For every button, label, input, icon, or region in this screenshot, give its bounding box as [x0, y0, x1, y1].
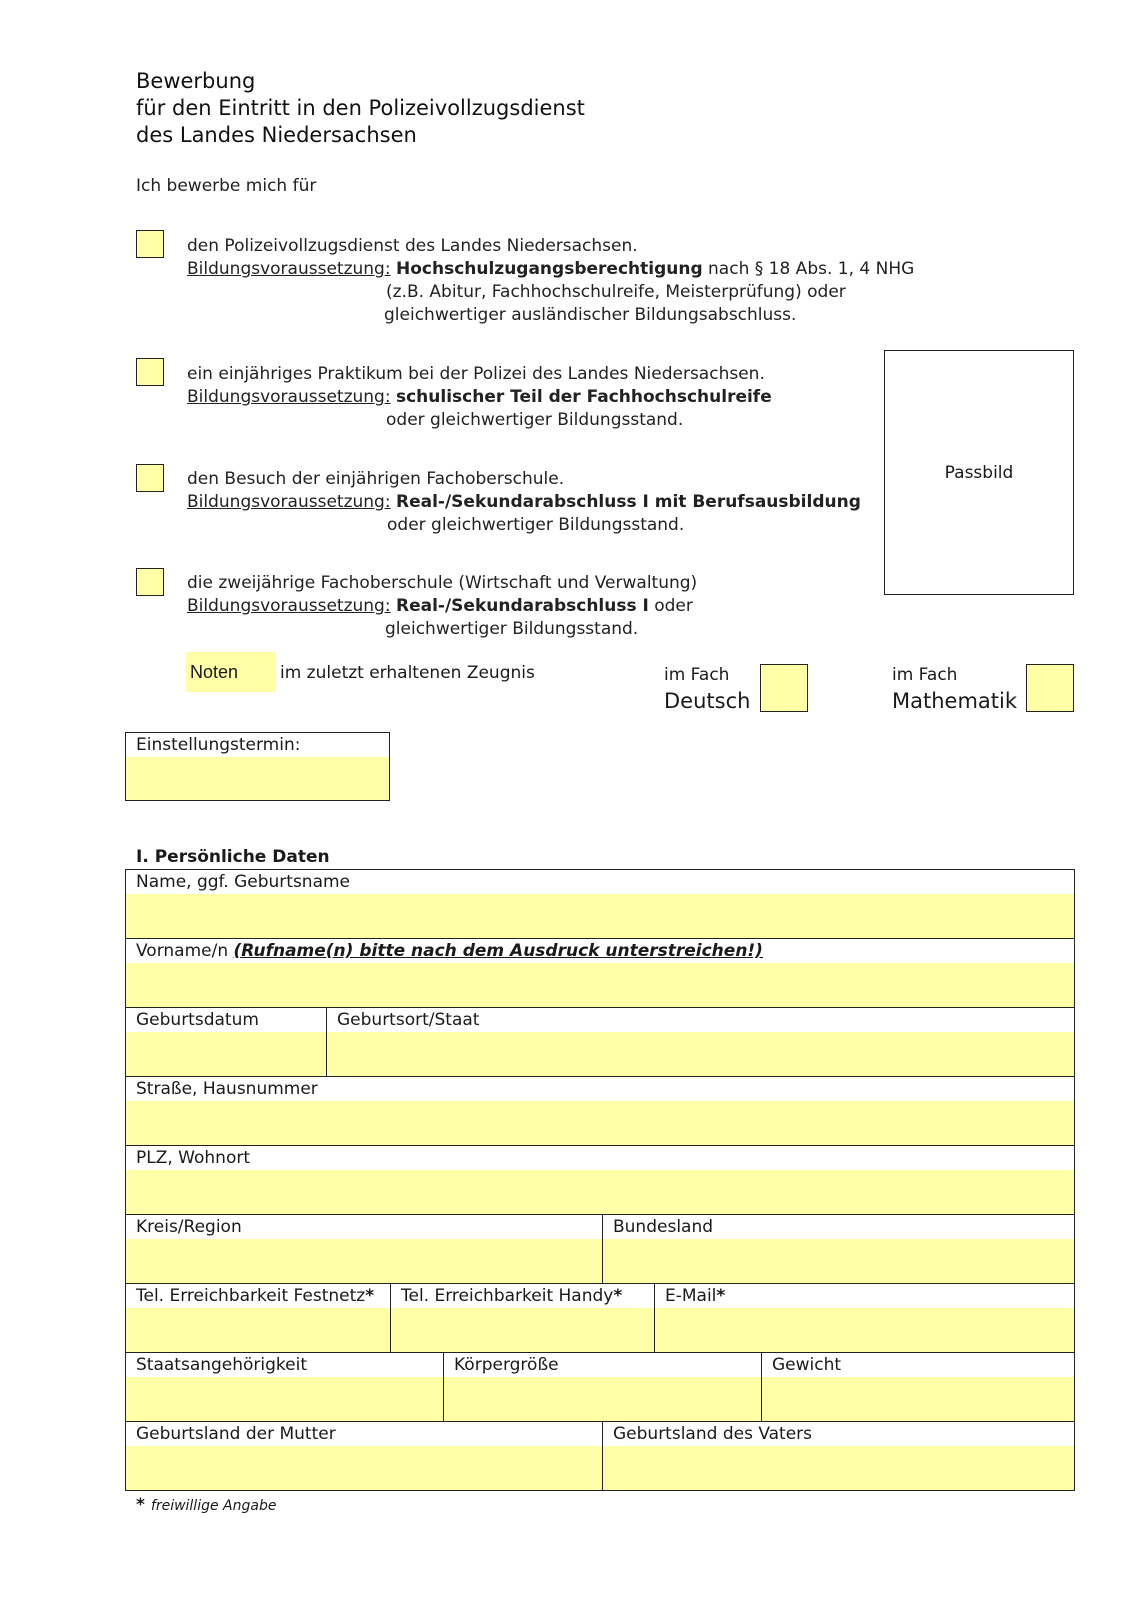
table-row	[126, 1215, 1074, 1284]
kreis-label: Kreis/Region	[136, 1217, 242, 1237]
bundesland-label: Bundesland	[613, 1217, 714, 1237]
festnetz-label	[136, 1286, 374, 1306]
checkbox-praktikum[interactable]	[136, 358, 164, 386]
table-row	[126, 870, 1074, 939]
geburtsdatum-cell	[126, 1008, 327, 1076]
grade-mathematik-input[interactable]	[1026, 664, 1074, 712]
passbild-box	[884, 350, 1074, 595]
title-line-1: Bewerbung	[136, 69, 256, 93]
plz-input[interactable]	[126, 1170, 1074, 1214]
vater-input[interactable]	[603, 1446, 1074, 1490]
vorname-text: Vorname/n	[136, 941, 234, 961]
passbild-label: Passbild	[944, 463, 1014, 483]
gewicht-label: Gewicht	[772, 1355, 842, 1375]
name-cell	[126, 870, 1074, 938]
option-text: den Besuch der einjährigen Fachoberschule.	[187, 469, 565, 489]
option-einjaehrige-fachoberschule	[187, 468, 861, 537]
handy-label	[401, 1286, 622, 1306]
requirement-label: Bildungsvoraussetzung:	[187, 492, 391, 512]
geburtsort-cell	[327, 1008, 1074, 1076]
option-polizeivollzugsdienst	[187, 235, 914, 327]
festnetz-cell	[126, 1284, 391, 1352]
noten-label: Noten	[186, 652, 276, 692]
bundesland-input[interactable]	[603, 1239, 1074, 1283]
einstellungstermin-input[interactable]	[126, 757, 389, 800]
footnote-text: freiwillige Angabe	[150, 1498, 277, 1514]
table-row	[126, 1353, 1074, 1422]
groesse-cell	[444, 1353, 762, 1421]
fach-prefix: im Fach	[892, 665, 958, 685]
fach-deutsch: Deutsch	[664, 689, 751, 713]
requirement-bold: Real-/Sekundarabschluss I	[395, 596, 649, 616]
option-zweijaehrige-fachoberschule	[187, 572, 697, 641]
requirement-bold: Hochschulzugangsberechtigung	[395, 259, 703, 279]
footnote-star: *	[136, 1495, 145, 1515]
einstellungstermin-label: Einstellungstermin:	[136, 735, 301, 755]
mutter-label: Geburtsland der Mutter	[136, 1424, 336, 1444]
plz-label: PLZ, Wohnort	[136, 1148, 250, 1168]
requirement-rest: nach § 18 Abs. 1, 4 NHG	[702, 259, 915, 279]
table-row	[126, 1422, 1074, 1490]
table-row	[126, 1284, 1074, 1353]
form-title	[136, 68, 585, 149]
handy-cell	[391, 1284, 655, 1352]
mutter-input[interactable]	[126, 1446, 602, 1490]
einstellungstermin-box	[125, 732, 390, 801]
requirement-label: Bildungsvoraussetzung:	[187, 596, 391, 616]
checkbox-zweijaehrige-fachoberschule[interactable]	[136, 568, 164, 596]
personal-data-table	[125, 869, 1075, 1491]
vater-cell	[603, 1422, 1074, 1490]
requirement-label: Bildungsvoraussetzung:	[187, 387, 391, 407]
optional-star: *	[716, 1286, 726, 1306]
fach-deutsch-label	[664, 662, 750, 714]
email-input[interactable]	[655, 1308, 1074, 1352]
checkbox-einjaehrige-fachoberschule[interactable]	[136, 464, 164, 492]
geburtsdatum-input[interactable]	[126, 1032, 326, 1076]
grade-deutsch-input[interactable]	[760, 664, 808, 712]
zeugnis-text: im zuletzt erhaltenen Zeugnis	[280, 663, 535, 683]
fach-prefix: im Fach	[664, 665, 730, 685]
mutter-cell	[126, 1422, 603, 1490]
option-text: den Polizeivollzugsdienst des Landes Niedersachsen.	[187, 236, 638, 256]
email-cell	[655, 1284, 1074, 1352]
requirement-bold: schulischer Teil der Fachhochschulreife	[395, 387, 772, 407]
kreis-input[interactable]	[126, 1239, 602, 1283]
vorname-cell	[126, 939, 1074, 1007]
requirement-line-3: oder gleichwertiger Bildungsstand.	[387, 515, 685, 535]
checkbox-polizeivollzugsdienst[interactable]	[136, 230, 164, 258]
email-label	[665, 1286, 725, 1306]
vorname-input[interactable]	[126, 963, 1074, 1007]
intro-text: Ich bewerbe mich für	[136, 176, 317, 196]
requirement-label: Bildungsvoraussetzung:	[187, 259, 391, 279]
email-text: E-Mail	[665, 1286, 717, 1306]
table-row	[126, 1146, 1074, 1215]
optional-star: *	[365, 1286, 375, 1306]
kreis-cell	[126, 1215, 603, 1283]
staat-label: Staatsangehörigkeit	[136, 1355, 308, 1375]
staat-input[interactable]	[126, 1377, 443, 1421]
table-row	[126, 939, 1074, 1008]
handy-text: Tel. Erreichbarkeit Handy	[401, 1286, 614, 1306]
bundesland-cell	[603, 1215, 1074, 1283]
optional-star: *	[613, 1286, 623, 1306]
requirement-line-4: gleichwertiger ausländischer Bildungsabschluss.	[384, 305, 797, 325]
name-label: Name, ggf. Geburtsname	[136, 872, 351, 892]
groesse-label: Körpergröße	[454, 1355, 559, 1375]
option-text: die zweijährige Fachoberschule (Wirtschaft und Verwaltung)	[187, 573, 698, 593]
strasse-input[interactable]	[126, 1101, 1074, 1145]
requirement-line-3: (z.B. Abitur, Fachhochschulreife, Meisterprüfung) oder	[386, 282, 846, 302]
requirement-bold: Real-/Sekundarabschluss I mit Berufsausbildung	[395, 492, 861, 512]
option-text: ein einjähriges Praktikum bei der Polizei des Landes Niedersachsen.	[187, 364, 765, 384]
geburtsort-label: Geburtsort/Staat	[337, 1010, 480, 1030]
strasse-label: Straße, Hausnummer	[136, 1079, 318, 1099]
title-line-3: des Landes Niedersachsen	[136, 123, 417, 147]
footnote	[136, 1495, 276, 1515]
requirement-rest: oder	[648, 596, 693, 616]
geburtsdatum-label: Geburtsdatum	[136, 1010, 259, 1030]
staat-cell	[126, 1353, 444, 1421]
festnetz-input[interactable]	[126, 1308, 390, 1352]
handy-input[interactable]	[391, 1308, 654, 1352]
requirement-line-3: gleichwertiger Bildungsstand.	[385, 619, 639, 639]
vater-label: Geburtsland des Vaters	[613, 1424, 813, 1444]
table-row	[126, 1077, 1074, 1146]
vorname-label	[136, 941, 763, 961]
fach-mathematik-label	[892, 662, 1017, 714]
geburtsort-input[interactable]	[327, 1032, 1074, 1076]
option-praktikum	[187, 363, 772, 432]
fach-mathematik: Mathematik	[892, 689, 1018, 713]
title-line-2: für den Eintritt in den Polizeivollzugsdienst	[136, 96, 585, 120]
gewicht-cell	[762, 1353, 1074, 1421]
plz-cell	[126, 1146, 1074, 1214]
groesse-input[interactable]	[444, 1377, 761, 1421]
requirement-line-3: oder gleichwertiger Bildungsstand.	[386, 410, 684, 430]
festnetz-text: Tel. Erreichbarkeit Festnetz	[136, 1286, 366, 1306]
section-title: I. Persönliche Daten	[136, 847, 330, 867]
vorname-hint: (Rufname(n) bitte nach dem Ausdruck unterstreichen!)	[233, 941, 763, 961]
gewicht-input[interactable]	[762, 1377, 1074, 1421]
strasse-cell	[126, 1077, 1074, 1145]
name-input[interactable]	[126, 894, 1074, 938]
table-row	[126, 1008, 1074, 1077]
